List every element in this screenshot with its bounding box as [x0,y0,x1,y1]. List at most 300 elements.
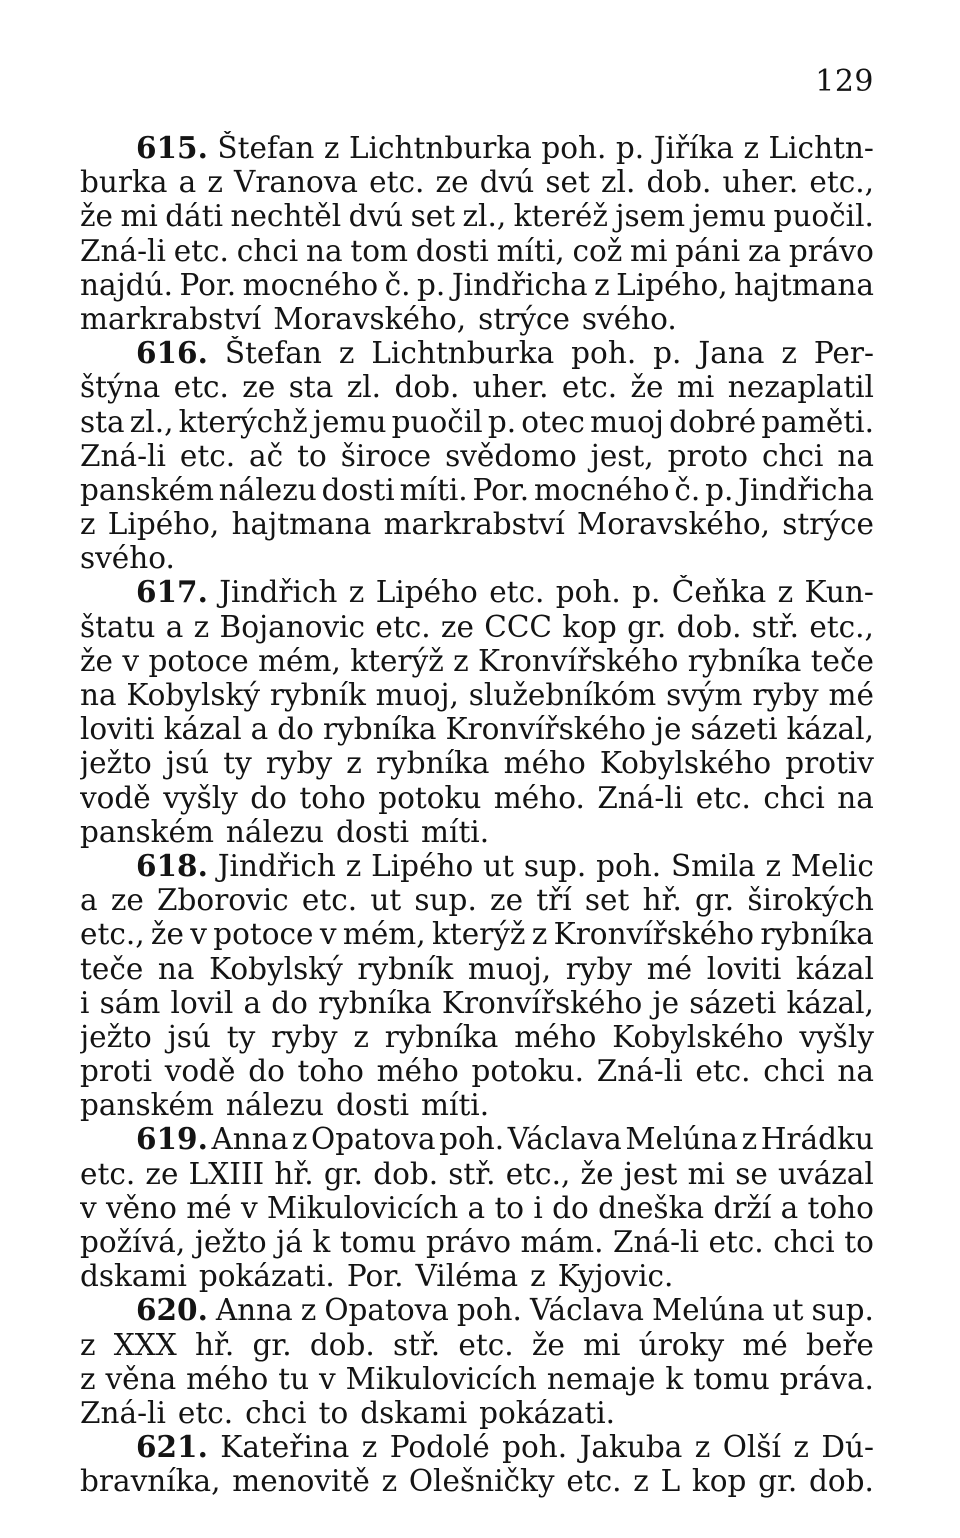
word: na [837,1054,874,1089]
word: chci [236,233,299,268]
word: mé [646,951,693,986]
text-line [80,1191,874,1225]
word: kázal [163,712,242,747]
word: rybníka [687,643,802,678]
word: z [80,1361,96,1396]
word: ježto [80,1019,152,1054]
word: z [453,643,469,678]
word: sup. [811,1293,874,1328]
word: rybníka [375,746,490,781]
word: p. [653,336,682,371]
word: etc. [173,370,229,405]
word: nálezu [225,814,324,849]
word: z [765,848,781,883]
word: i [80,985,90,1020]
word: p. [615,131,645,165]
word: dosti [415,233,489,268]
text-line [80,405,874,439]
word: v [319,1361,336,1396]
word: zl. [346,370,382,405]
word: široce [340,438,432,473]
word: puočil. [773,199,874,234]
word: na [80,678,117,712]
word: i [533,1190,543,1225]
word: etc. [173,233,229,268]
text-line [80,678,874,712]
word: úroky [638,1327,725,1362]
text-line [80,1464,874,1498]
word: kázal [795,951,874,986]
entry-number: 615. [136,131,208,165]
word: Lipého, [107,507,220,542]
text-line [80,507,874,541]
word: ač [249,438,284,473]
word: z [353,1019,369,1054]
word: z [781,336,797,371]
word: z [348,575,365,610]
word: loviti [706,951,782,986]
word: dob. [676,609,742,644]
word: Kateřina [220,1430,350,1465]
word: do [552,1190,589,1225]
word: protiv [785,746,874,781]
word: drží [713,1190,772,1225]
text-line [80,815,874,849]
word: pokázati. [198,1259,335,1294]
word: hajtmana [734,267,874,302]
word: kázal, [786,712,874,747]
word: mé [828,678,874,712]
word: kop [562,609,617,644]
word: paměti. [761,404,874,439]
word: já [276,1225,303,1259]
word: mého [186,1361,269,1396]
word: svým [666,678,743,712]
word: Moravského, [577,507,770,542]
word: Bojanovic [219,609,366,644]
word: Jindřich [217,848,336,883]
word: gr. [323,1156,363,1191]
word: sup. [414,883,477,918]
entry-number: 616. [136,336,208,371]
text-line [80,268,874,302]
word: sázeti [689,985,777,1020]
word: etc., [809,609,874,644]
word: Jindřicha [451,267,588,302]
entry-number: 620. [136,1293,208,1328]
word: Smila [670,848,756,883]
text-line [80,131,874,165]
word: mé [186,1190,232,1225]
word: etc. [708,1225,764,1259]
word: Zná-li [80,1395,166,1430]
word: nálezu [218,472,317,507]
word: svého. [581,301,677,336]
word: z [361,1430,378,1465]
word: rybníka [318,985,432,1020]
text-line [80,575,874,609]
word: LXIII [188,1156,265,1191]
word: poh. [571,336,637,371]
word: ryby [265,746,333,781]
word: ty [223,746,252,781]
text-line [80,541,874,575]
word: sta [80,404,125,439]
word: z [633,1464,649,1499]
word: Kobylského [599,746,772,781]
word: do [271,985,308,1020]
word: strýce [478,301,570,336]
word: toho [297,1054,364,1089]
text-line [80,1396,874,1430]
word: otec [521,404,585,439]
entry-number: 617. [136,575,208,610]
word: chci [773,1225,835,1259]
word: to [318,1395,349,1430]
word: z [346,746,362,781]
word: dob. [394,370,460,405]
word: kteréž [513,199,608,234]
word: dob. [646,165,712,200]
word: mého [376,1054,459,1089]
word: Václava [529,1293,644,1328]
word: z [793,1430,809,1465]
word: a [250,712,269,747]
word: poh. [541,131,607,165]
text-line [80,746,874,780]
word: vyšly [799,1019,874,1054]
word: k [665,1361,684,1396]
word: se [735,1156,768,1191]
text-line [80,439,874,473]
word: Zná-li [80,233,166,268]
word: Štefan [217,131,315,165]
text-line [80,336,874,370]
word: do [277,712,314,747]
word: Mikulovicích [266,1190,459,1225]
word: Podolé [389,1430,490,1465]
word: loviti [80,712,155,747]
word: kterýž [431,917,526,952]
text-line [80,1020,874,1054]
word: vodě [164,1054,236,1089]
word: etc. [566,1464,622,1499]
word: k [312,1225,331,1259]
word: potoce [148,643,249,678]
word: Kronvířského [441,985,643,1020]
word: míti, [496,233,565,268]
word: Anna [211,1122,289,1157]
text-line [80,199,874,233]
word: teče [80,951,144,986]
word: kterýž [350,643,444,678]
word: ze [435,165,469,200]
word: do [248,1054,285,1089]
word: uvázal [778,1156,874,1191]
word: z [531,917,548,952]
word: z [381,1464,398,1499]
text-line [80,473,874,507]
word: a [165,609,184,644]
word: toho [807,1190,874,1225]
word: p. [417,267,446,302]
text-line [80,165,874,199]
word: Lipého [375,575,478,610]
text-line [80,1362,874,1396]
word: a [80,883,98,918]
word: páni [675,233,741,268]
word: dáti [165,199,224,234]
word: Lipého [371,848,474,883]
word: ut [483,848,514,883]
word: Kronvířského [445,712,646,747]
word: že [80,199,114,234]
word: práva. [779,1361,874,1396]
word: jemu [692,199,767,234]
text-line [80,1157,874,1191]
word: mém, [258,643,341,678]
word: dvú [348,199,404,234]
word: Jindřicha [738,472,874,507]
word: zl., [462,199,507,234]
word: zl. [600,165,636,200]
word: gr. [695,883,735,918]
word: štýna [80,370,161,405]
word: z [743,131,760,165]
word: ze [242,370,276,405]
word: ježto [194,1225,267,1259]
word: požívá, [80,1225,186,1259]
word: věno [105,1190,177,1225]
text-line [80,952,874,986]
word: Melúna [625,1122,738,1157]
word: z [594,267,610,302]
word: potoku. [471,1054,585,1089]
word: proto [667,438,748,473]
word: jsú [165,746,210,781]
word: č. [384,267,411,302]
word: bravníka, [80,1464,221,1499]
word: Anna [215,1293,293,1328]
word: uher. [472,370,549,405]
word: svědomo [445,438,577,473]
word: Lipého, [616,267,728,302]
word: Por. [472,472,530,507]
page-number: 129 [815,64,874,99]
word: a [780,1190,799,1225]
word: stř. [751,609,800,644]
word: gr. [758,1464,798,1499]
word: etc. [369,165,425,200]
word: Zná-li [597,780,684,815]
word: Hrádku [760,1122,874,1157]
text-line [80,1225,874,1259]
word: dneška [598,1190,705,1225]
word: Viléma [415,1259,519,1294]
text-line [80,370,874,404]
word: ut [370,883,402,918]
word: mi [687,1156,725,1191]
word: mocného [533,472,670,507]
word: rybník [269,678,366,712]
body-text [80,131,874,1499]
word: toho [299,780,366,815]
word: sta [288,370,334,405]
word: set [545,165,590,200]
word: stř. [448,1156,496,1191]
word: z [80,507,96,542]
word: etc. [177,1395,234,1430]
word: z [207,165,223,200]
word: Zborovic [157,883,289,918]
word: č. [674,472,701,507]
word: etc. [489,575,545,610]
word: p. [632,575,661,610]
word: ze [440,609,474,644]
text-line [80,302,874,336]
word: CCC [484,609,552,644]
word: jemu [312,404,387,439]
word: tří [536,883,572,918]
word: muoj, [375,678,459,712]
word: rybníka [322,712,437,747]
word: sám [99,985,161,1020]
word: vyšly [163,780,238,815]
word: Kronvířského [478,643,679,678]
word: etc. [80,1156,136,1191]
text-line [80,1054,874,1088]
word: a [243,985,262,1020]
word: ryby [271,1019,338,1054]
word: svého. [80,541,175,576]
word: za [747,233,782,268]
word: z [291,1122,308,1157]
word: strýce [782,507,874,542]
word: širokých [747,883,874,918]
word: ty [226,1019,256,1054]
word: právo [788,233,874,268]
word: dob. [373,1156,439,1191]
word: z [345,848,362,883]
word: v [319,917,337,952]
text-line [80,1328,874,1362]
word: dob. [809,1464,874,1499]
word: Vranova [234,165,359,200]
word: dskami [360,1395,468,1430]
text-line [80,849,874,883]
word: burka [80,165,168,200]
word: potoce [213,917,314,952]
word: kop [691,1464,747,1499]
word: etc., [80,917,145,952]
word: Por. [179,267,237,302]
word: že [630,370,664,405]
word: stř. [392,1327,441,1362]
text-line [80,883,874,917]
word: že [80,643,114,678]
word: etc. [375,609,431,644]
word: Zná-li [596,1054,683,1089]
word: pokázati. [479,1395,616,1430]
word: do [250,780,287,815]
word: teče [810,643,874,678]
word: najdú. [80,267,173,302]
word: puočil [391,404,483,439]
word: uher. [722,165,799,200]
word: chci [761,438,824,473]
word: Lichtn- [768,131,874,165]
word: dosti [335,1088,410,1123]
word: poh. [596,848,662,883]
word: ze [145,1156,179,1191]
word: poh. [456,1293,522,1328]
word: že [150,917,184,952]
word: to [297,438,327,473]
word: z [741,1122,758,1157]
word: z [777,575,794,610]
word: jest [623,1156,678,1191]
word: Olešničky [408,1464,555,1499]
word: z [193,609,210,644]
text-line [80,644,874,678]
word: to [844,1225,874,1259]
word: v [240,1190,258,1225]
word: v [190,917,207,952]
word: na [305,233,343,268]
word: Moravského, [273,301,467,336]
word: p. [705,472,734,507]
word: rybníka [760,917,874,952]
word: etc. [695,1054,751,1089]
word: Mikulovicích [345,1361,537,1396]
word: dosti [335,814,410,849]
word: Opatova [311,1122,436,1157]
word: etc. [179,438,236,473]
word: Opatova [324,1293,449,1328]
word: panském [80,472,214,507]
word: míti. [399,472,468,507]
word: nemaje [546,1361,656,1396]
word: poh. [439,1122,505,1157]
word: gr. [252,1327,292,1362]
word: mi [676,370,715,405]
word: ze [490,883,524,918]
word: rybníka [384,1019,499,1054]
word: Kobylského [612,1019,784,1054]
word: rybník [357,951,454,986]
text-line [80,1293,874,1327]
word: kázal, [786,985,874,1020]
word: jsú [167,1019,211,1054]
word: zl., [129,404,174,439]
word: tomu [339,1225,417,1259]
word: panském [80,1088,214,1123]
word: Čeňka [671,575,767,610]
word: Kobylský [209,951,343,986]
word: p. [487,404,517,439]
word: v [122,643,140,678]
word: gr. [627,609,667,644]
word: dskami [80,1259,187,1294]
word: služebníkóm [468,678,657,712]
text-line [80,781,874,815]
word: tomu [693,1361,770,1396]
word: z [323,131,340,165]
word: Melic [790,848,874,883]
word: muoj, [467,951,552,986]
word: markrabství [80,301,262,336]
word: jsem [615,199,686,234]
